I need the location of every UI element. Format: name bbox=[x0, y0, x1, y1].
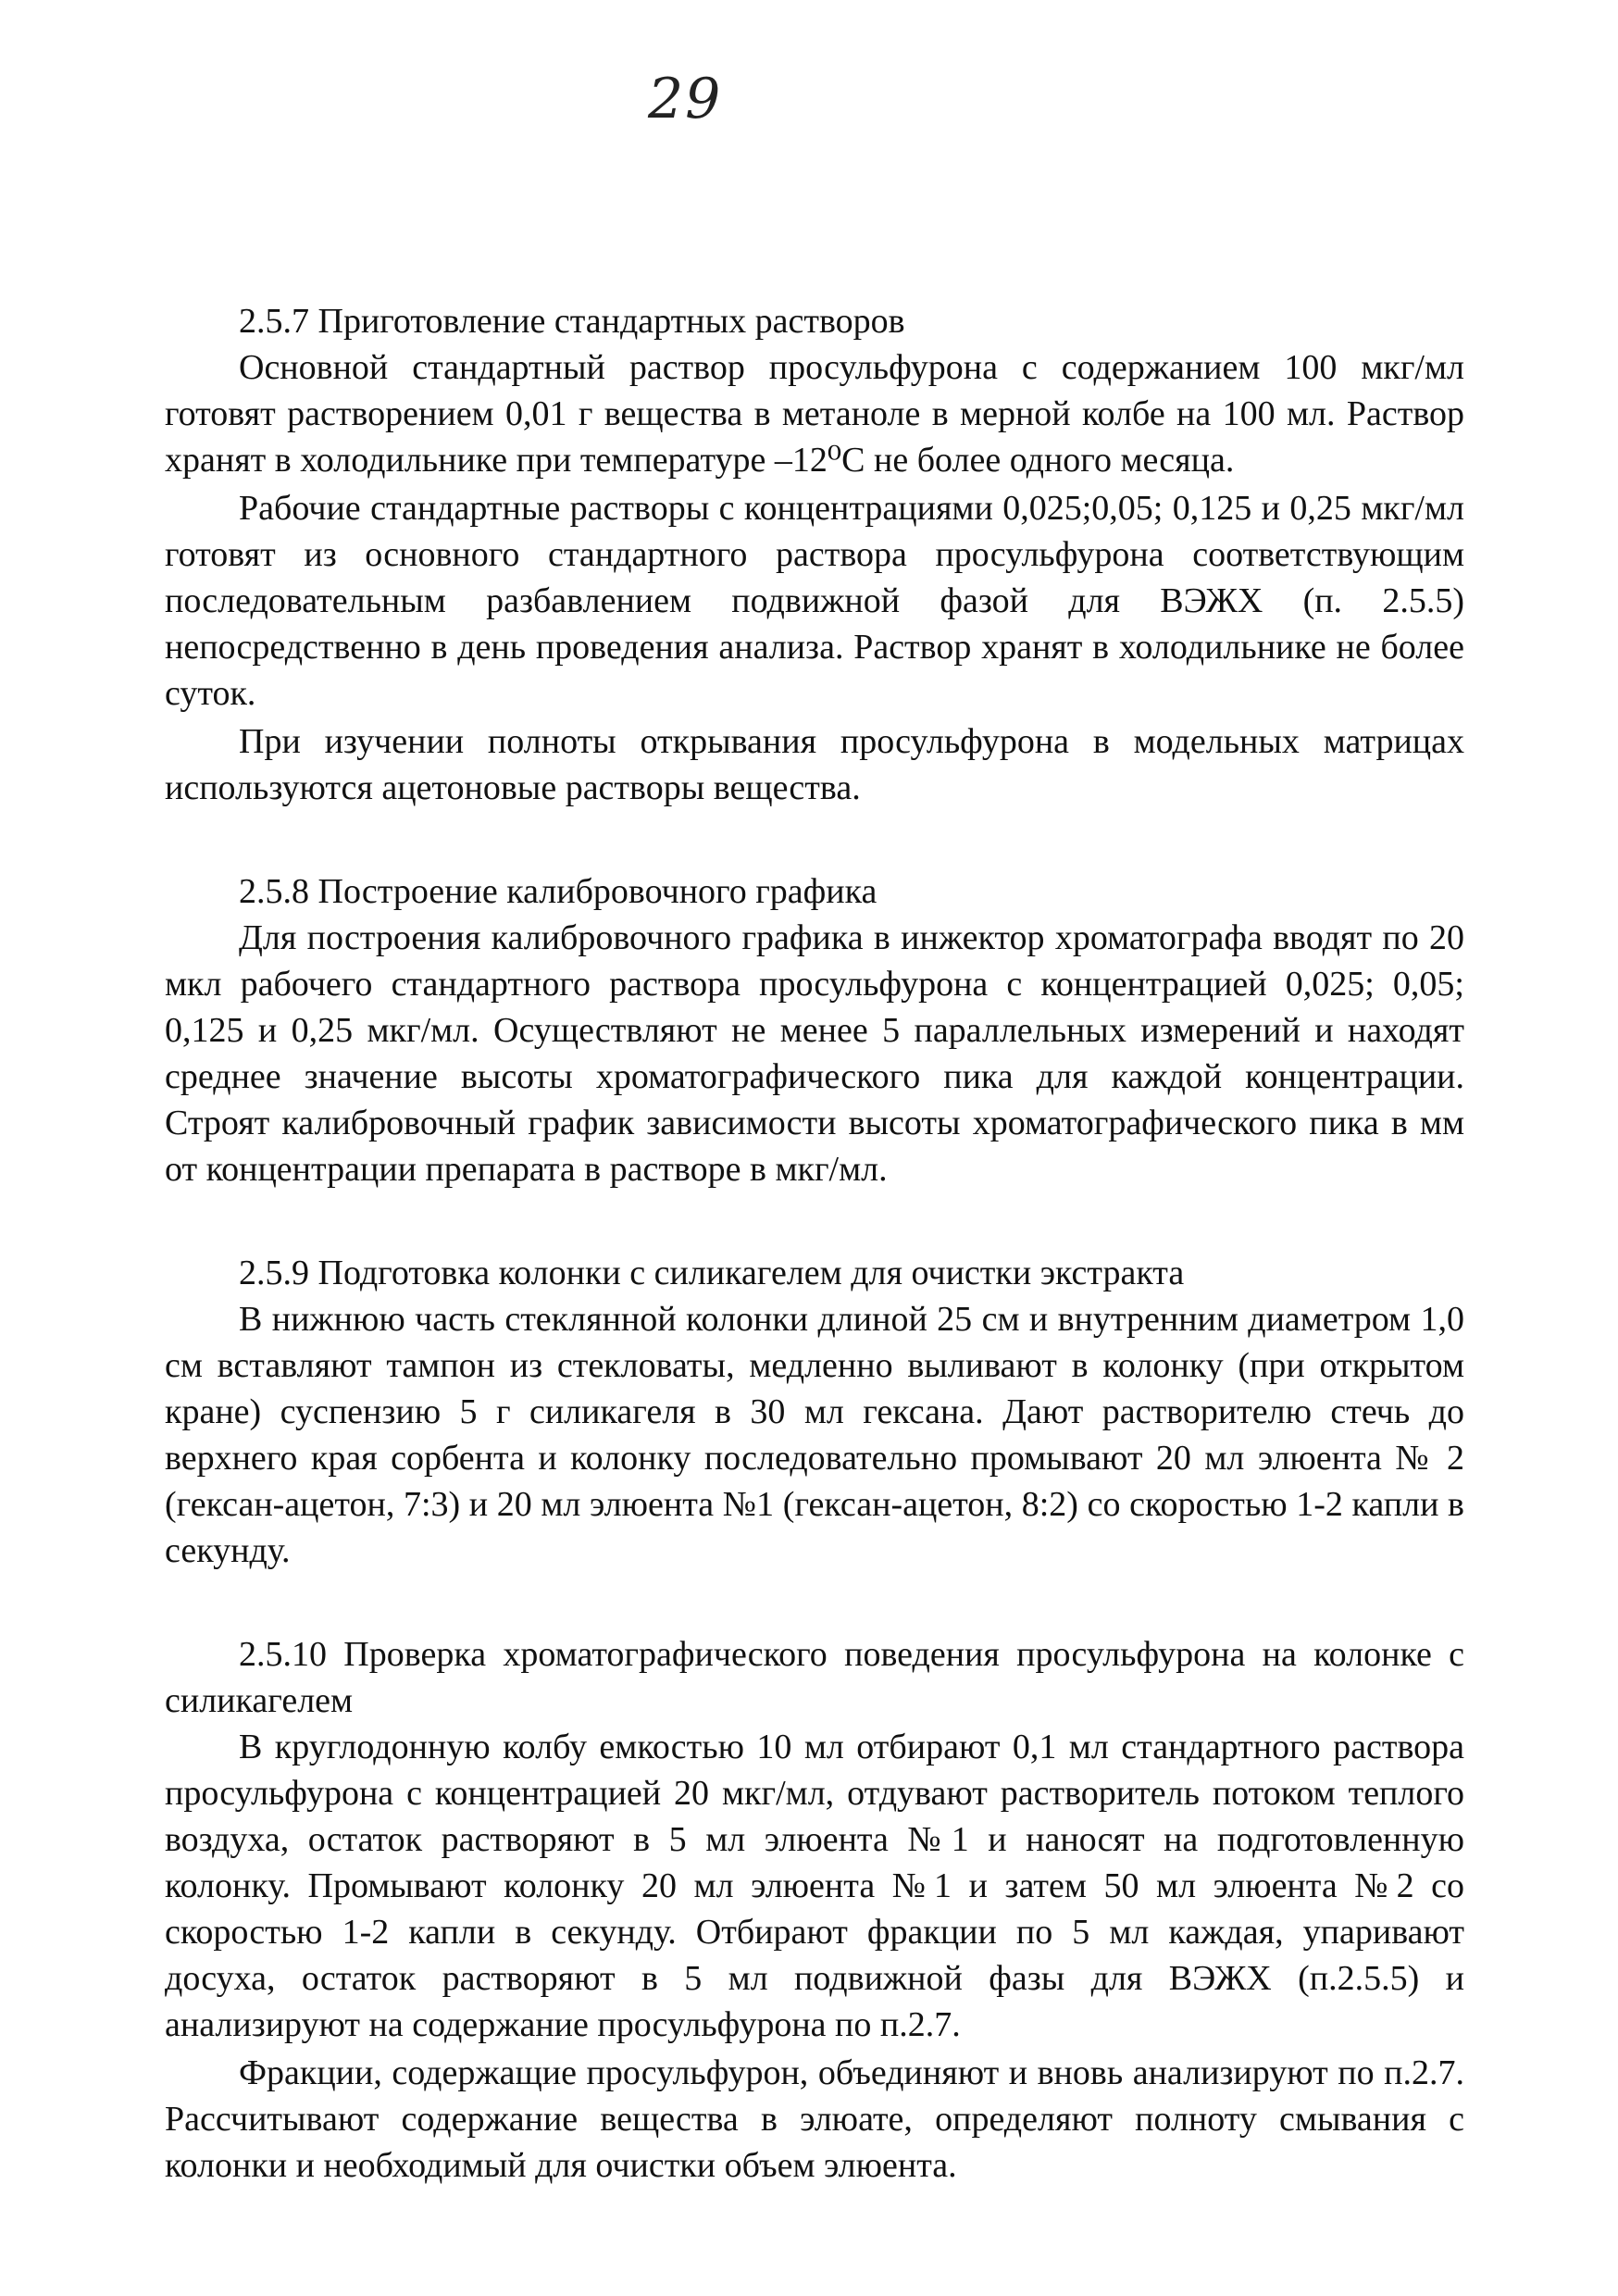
section-2-5-8 bbox=[165, 868, 1464, 1192]
section-2-5-9 bbox=[165, 1250, 1464, 1574]
paragraph: В нижнюю часть стеклянной колонки длиной 25 см и внутренним диаметром 1,0 см вставляют тампон из стекловаты, медленно выливают в колонку (при открытом кране) суспензию 5 г силикагеля в 30 мл гексана. Дают растворителю стечь до верхнего края сорбента и колонку последовательно промывают 20 мл элюента № 2 (гексан-ацетон, 7:3) и 20 мл элюента №1 (гексан-ацетон, 8:2) со скоростью 1-2 капли в секунду. bbox=[165, 1300, 1464, 1570]
paragraph: При изучении полноты открывания просульфурона в модельных матрицах используются ацетоновые растворы вещества. bbox=[165, 722, 1464, 807]
page-number: 29 bbox=[648, 67, 723, 131]
paragraph: Основной стандартный раствор просульфурона с содержанием 100 мкг/мл готовят растворением 0,01 г вещества в метаноле в мерной колбе на 100 мл. Раствор хранят в холодильнике при температуре –12⁰С не более одного месяца. bbox=[165, 348, 1464, 480]
section-2-5-10 bbox=[165, 1631, 1464, 2189]
section-2-5-7 bbox=[165, 298, 1464, 811]
paragraph: В круглодонную колбу емкостью 10 мл отбирают 0,1 мл стандартного раствора просульфурона с концентрацией 20 мкг/мл, отдувают растворитель потоком теплого воздуха, остаток растворяют в 5 мл элюента №1 и наносят на подготовленную колонку. Промывают колонку 20 мл элюента №1 и затем 50 мл элюента №2 со скоростью 1-2 капли в секунду. Отбирают фракции по 5 мл каждая, упаривают досуха, остаток растворяют в 5 мл подвижной фазы для ВЭЖХ (п.2.5.5) и анализируют на содержание просульфурона по п.2.7. bbox=[165, 1728, 1464, 2044]
document-body bbox=[165, 298, 1464, 2189]
paragraph: Фракции, содержащие просульфурон, объединяют и вновь анализируют по п.2.7. Рассчитывают содержание вещества в элюате, определяют полноту смывания с колонки и необходимый для очистки объем элюента. bbox=[165, 2053, 1464, 2185]
paragraph: Для построения калибровочного графика в инжектор хроматографа вводят по 20 мкл рабочего стандартного раствора просульфурона с концентрацией 0,025; 0,05; 0,125 и 0,25 мкг/мл. Осуществляют не менее 5 параллельных измерений и находят среднее значение высоты хроматографического пика для каждой концентрации. Строят калибровочный график зависимости высоты хроматографического пика в мм от концентрации препарата в растворе в мкг/мл. bbox=[165, 918, 1464, 1189]
section-heading: 2.5.10 Проверка хроматографического поведения просульфурона на колонке с силикагелем bbox=[165, 1635, 1464, 1720]
paragraph: Рабочие стандартные растворы с концентрациями 0,025;0,05; 0,125 и 0,25 мкг/мл готовят из основного стандартного раствора просульфурона соответствующим последовательным разбавлением подвижной фазой для ВЭЖХ (п. 2.5.5) непосредственно в день проведения анализа. Раствор хранят в холодильнике не более суток. bbox=[165, 489, 1464, 713]
section-heading: 2.5.8 Построение калибровочного графика bbox=[239, 872, 877, 911]
section-heading: 2.5.9 Подготовка колонки с силикагелем для очистки экстракта bbox=[239, 1254, 1185, 1292]
section-heading: 2.5.7 Приготовление стандартных растворов bbox=[239, 302, 905, 341]
